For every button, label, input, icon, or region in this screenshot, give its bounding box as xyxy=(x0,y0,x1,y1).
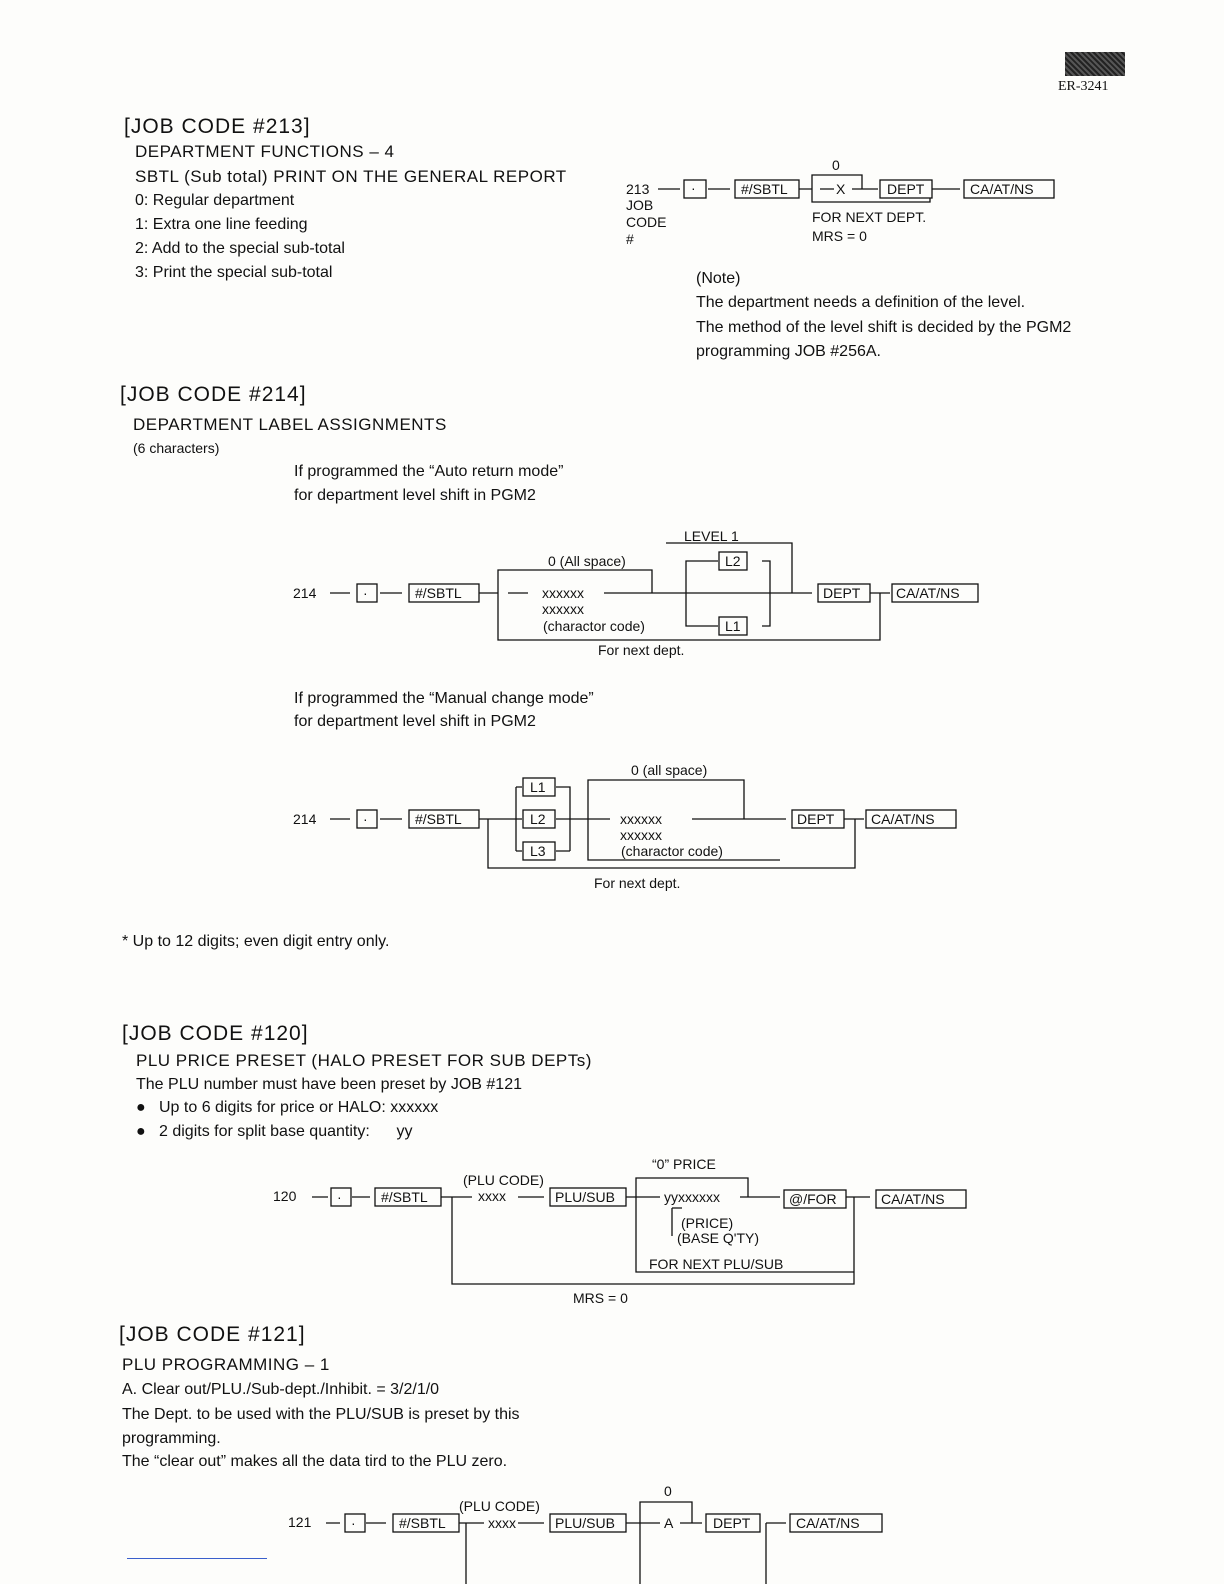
job-label: JOB xyxy=(626,197,654,213)
atfor-key-label: @/FOR xyxy=(789,1191,837,1207)
caat-key-label: CA/AT/NS xyxy=(896,585,960,601)
job-121-title: PLU PROGRAMMING – 1 xyxy=(122,1355,330,1374)
code-120: 120 xyxy=(273,1188,297,1204)
l2-key-label: L2 xyxy=(725,553,741,569)
plu-code-label: (PLU CODE) xyxy=(459,1498,540,1514)
job-213-option: 3: Print the special sub-total xyxy=(135,264,333,281)
dept-key-label: DEPT xyxy=(823,585,861,601)
caat-key-label: CA/AT/NS xyxy=(970,181,1034,197)
job-213-option: 2: Add to the special sub-total xyxy=(135,240,345,257)
next-dept-label: For next dept. xyxy=(598,642,685,658)
l1-key-label: L1 xyxy=(725,618,741,634)
caat-key-label: CA/AT/NS xyxy=(881,1191,945,1207)
manual-mode-line: If programmed the “Manual change mode” xyxy=(294,690,594,707)
job-121-line: programming. xyxy=(122,1430,221,1447)
xxxx: xxxx xyxy=(488,1515,516,1531)
manual-mode-line: for department level shift in PGM2 xyxy=(294,713,536,730)
note-line: programming JOB #256A. xyxy=(696,343,881,360)
a-label: A xyxy=(664,1515,674,1531)
job-120-bullet: Up to 6 digits for price or HALO: xxxxxx xyxy=(159,1099,439,1116)
link-underline xyxy=(127,1558,267,1559)
next-dept-label: FOR NEXT DEPT. xyxy=(812,209,927,225)
sbtl-key-label: #/SBTL xyxy=(381,1189,428,1205)
job-121-line: A. Clear out/PLU./Sub-dept./Inhibit. = 3/2/1/0 xyxy=(122,1381,440,1398)
job-121-heading: [JOB CODE #121] xyxy=(119,1323,306,1346)
dot-key-label: · xyxy=(363,585,368,601)
base-qty-label: (BASE Q'TY) xyxy=(677,1230,760,1246)
sbtl-key-label: #/SBTL xyxy=(415,585,462,601)
x2: xxxxxx xyxy=(542,601,584,617)
code-121: 121 xyxy=(288,1514,312,1530)
job-120-heading: [JOB CODE #120] xyxy=(122,1022,309,1045)
x1: xxxxxx xyxy=(620,811,662,827)
note-line: The department needs a definition of the level. xyxy=(696,294,1026,311)
note-line: The method of the level shift is decided by the PGM2 xyxy=(696,319,1072,336)
code-213: 213 xyxy=(626,181,650,197)
job-121-line: The Dept. to be used with the PLU/SUB is preset by this xyxy=(122,1406,520,1423)
sbtl-key-label: #/SBTL xyxy=(399,1515,446,1531)
job-213-title: DEPARTMENT FUNCTIONS – 4 xyxy=(135,142,395,161)
zero-label: 0 xyxy=(664,1483,672,1499)
sbtl-key-label: #/SBTL xyxy=(415,811,462,827)
zero-label: 0 xyxy=(832,157,840,173)
bullet-icon: ● xyxy=(136,1099,146,1116)
mrs-label: MRS = 0 xyxy=(812,228,867,244)
yy-label: yyxxxxxx xyxy=(664,1189,720,1205)
next-dept-label: For next dept. xyxy=(594,875,681,891)
job-213-heading: [JOB CODE #213] xyxy=(124,115,311,138)
job-214-chars: (6 characters) xyxy=(133,440,220,456)
plusub-key-label: PLU/SUB xyxy=(555,1515,615,1531)
x2: xxxxxx xyxy=(620,827,662,843)
dot-key-label: · xyxy=(363,811,368,827)
job-214-heading: [JOB CODE #214] xyxy=(120,383,307,406)
dot-key-label: · xyxy=(337,1189,342,1205)
job-213-option: 1: Extra one line feeding xyxy=(135,216,308,233)
dept-key-label: DEPT xyxy=(887,181,925,197)
job-120-bullet: 2 digits for split base quantity: yy xyxy=(159,1123,413,1140)
job-120-title: PLU PRICE PRESET (HALO PRESET FOR SUB DEPTs) xyxy=(136,1051,592,1070)
job-213-subtitle: SBTL (Sub total) PRINT ON THE GENERAL REPORT xyxy=(135,167,567,186)
all-space-label: 0 (all space) xyxy=(631,762,708,778)
level-label: LEVEL 1 xyxy=(684,528,739,544)
model-number: ER-3241 xyxy=(1058,79,1109,94)
l2-key-label: L2 xyxy=(530,811,546,827)
job-214-title: DEPARTMENT LABEL ASSIGNMENTS xyxy=(133,415,447,434)
next-plu-label: FOR NEXT PLU/SUB xyxy=(649,1256,784,1272)
mrs-label: MRS = 0 xyxy=(573,1290,628,1306)
auto-mode-line: If programmed the “Auto return mode” xyxy=(294,463,564,480)
dept-key-label: DEPT xyxy=(797,811,835,827)
dept-key-label: DEPT xyxy=(713,1515,751,1531)
dot-key-label: · xyxy=(351,1515,356,1531)
code-label: CODE xyxy=(626,214,667,230)
x-label: X xyxy=(836,181,846,197)
bullet-icon: ● xyxy=(136,1123,146,1140)
code-214: 214 xyxy=(293,811,317,827)
zero-price-label: “0” PRICE xyxy=(652,1156,716,1172)
code-214: 214 xyxy=(293,585,317,601)
plusub-key-label: PLU/SUB xyxy=(555,1189,615,1205)
dot-key-label: · xyxy=(691,180,696,196)
caat-key-label: CA/AT/NS xyxy=(871,811,935,827)
x1: xxxxxx xyxy=(542,585,584,601)
job-121-line: The “clear out” makes all the data tird to the PLU zero. xyxy=(122,1453,508,1470)
l3-key-label: L3 xyxy=(530,843,546,859)
charcode-label: (charactor code) xyxy=(543,618,645,634)
auto-mode-line: for department level shift in PGM2 xyxy=(294,487,536,504)
job-120-line: The PLU number must have been preset by JOB #121 xyxy=(136,1076,522,1093)
job-213-option: 0: Regular department xyxy=(135,192,295,209)
caat-key-label: CA/AT/NS xyxy=(796,1515,860,1531)
l1-key-label: L1 xyxy=(530,779,546,795)
note-label: (Note) xyxy=(696,270,741,287)
hash-label: # xyxy=(626,231,634,247)
xxxx: xxxx xyxy=(478,1188,506,1204)
price-label: (PRICE) xyxy=(681,1215,734,1231)
all-space-label: 0 (All space) xyxy=(548,553,626,569)
plu-code-label: (PLU CODE) xyxy=(463,1172,544,1188)
footnote: * Up to 12 digits; even digit entry only. xyxy=(122,933,390,950)
sbtl-key-label: #/SBTL xyxy=(741,181,788,197)
charcode-label: (charactor code) xyxy=(621,843,723,859)
